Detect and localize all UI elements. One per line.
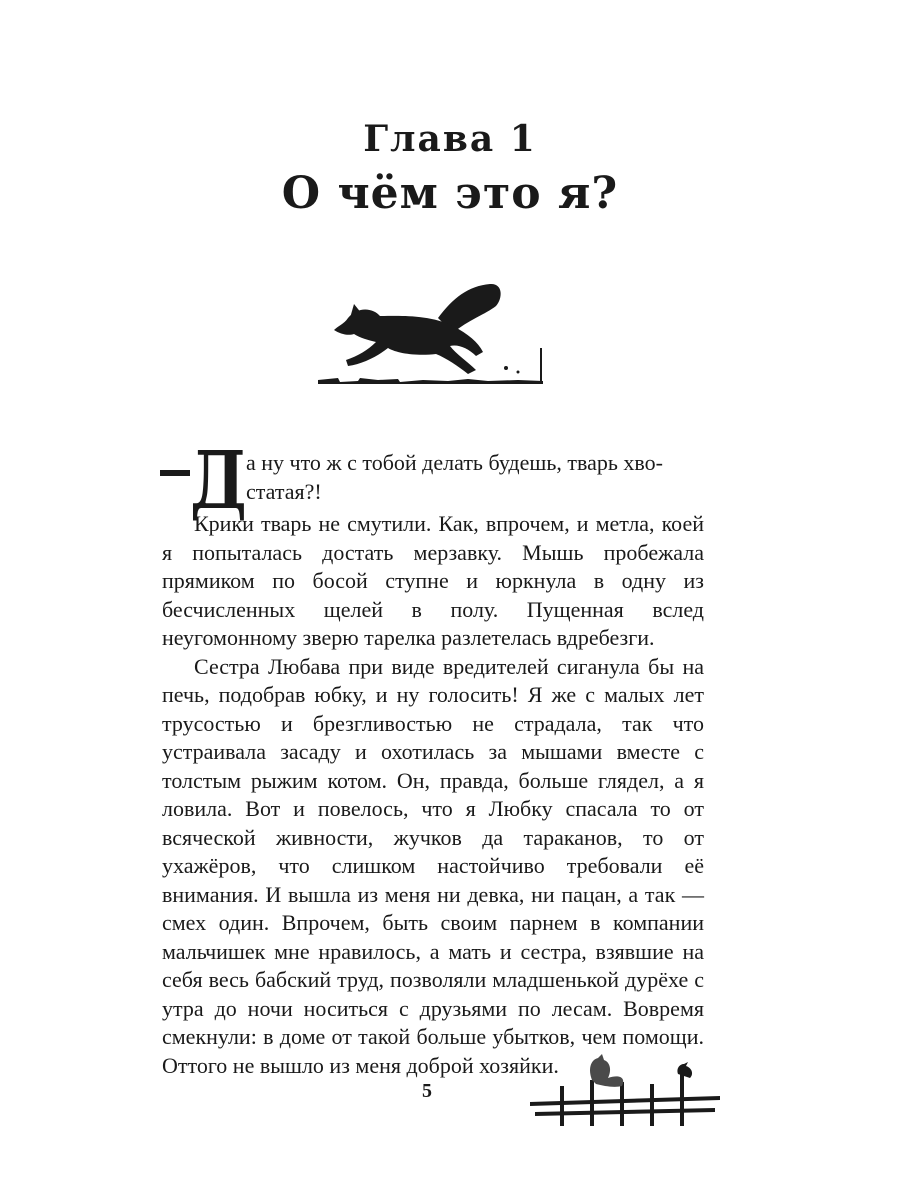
opening-line-2: статая?! <box>246 478 322 504</box>
drop-cap-letter: Д <box>190 433 247 527</box>
chapter-number: Глава 1 <box>363 118 537 160</box>
opening-lines <box>246 449 701 506</box>
running-wolf-illustration <box>318 278 548 393</box>
body-text <box>162 510 704 1080</box>
fence-illustration <box>530 1052 720 1132</box>
paragraph: Крики тварь не смутили. Как, впрочем, и метла, коей я попыталась достать мерзавку. Мышь пробежала прямиком по босой ступне и юркнула в одну из бесчисленных щелей в полу. Пущенная вслед неугомонному зверю тарелка разлетелась вдребезги. <box>162 511 704 650</box>
chapter-title: О чём это я? <box>281 168 619 219</box>
paragraph: Сестра Любава при виде вредителей сиганула бы на печь, подобрав юбку, и ну голосить! Я же с малых лет трусостью и брезгливостью не страдала, так что устраивала засаду и охотилась за мышами вместе с толстым рыжим котом. Он, правда, больше глядел, а я ловила. Вот и повелось, что я Любку спасала то от всяческой живности, жучков да тараканов, то от ухажёров, что слишком настойчиво требовали её внимания. И вышла из меня ни девка, ни пацан, а так — смех один. Впрочем, быть своим парнем в компании мальчишек мне нравилось, а мать и сестра, взявшие на себя весь бабский труд, позволяли младшенькой дурёхе с утра до ночи носиться с друзьями по лесам. Вовремя смекнули: в доме от такой больше убытков, чем помощи. Оттого не вышло из меня доброй хозяйки. <box>162 653 704 1078</box>
opening-line-1: а ну что ж с тобой делать будешь, тварь хво- <box>246 450 663 475</box>
dropcap-dash <box>160 470 190 476</box>
page-number: 5 <box>422 1080 432 1102</box>
